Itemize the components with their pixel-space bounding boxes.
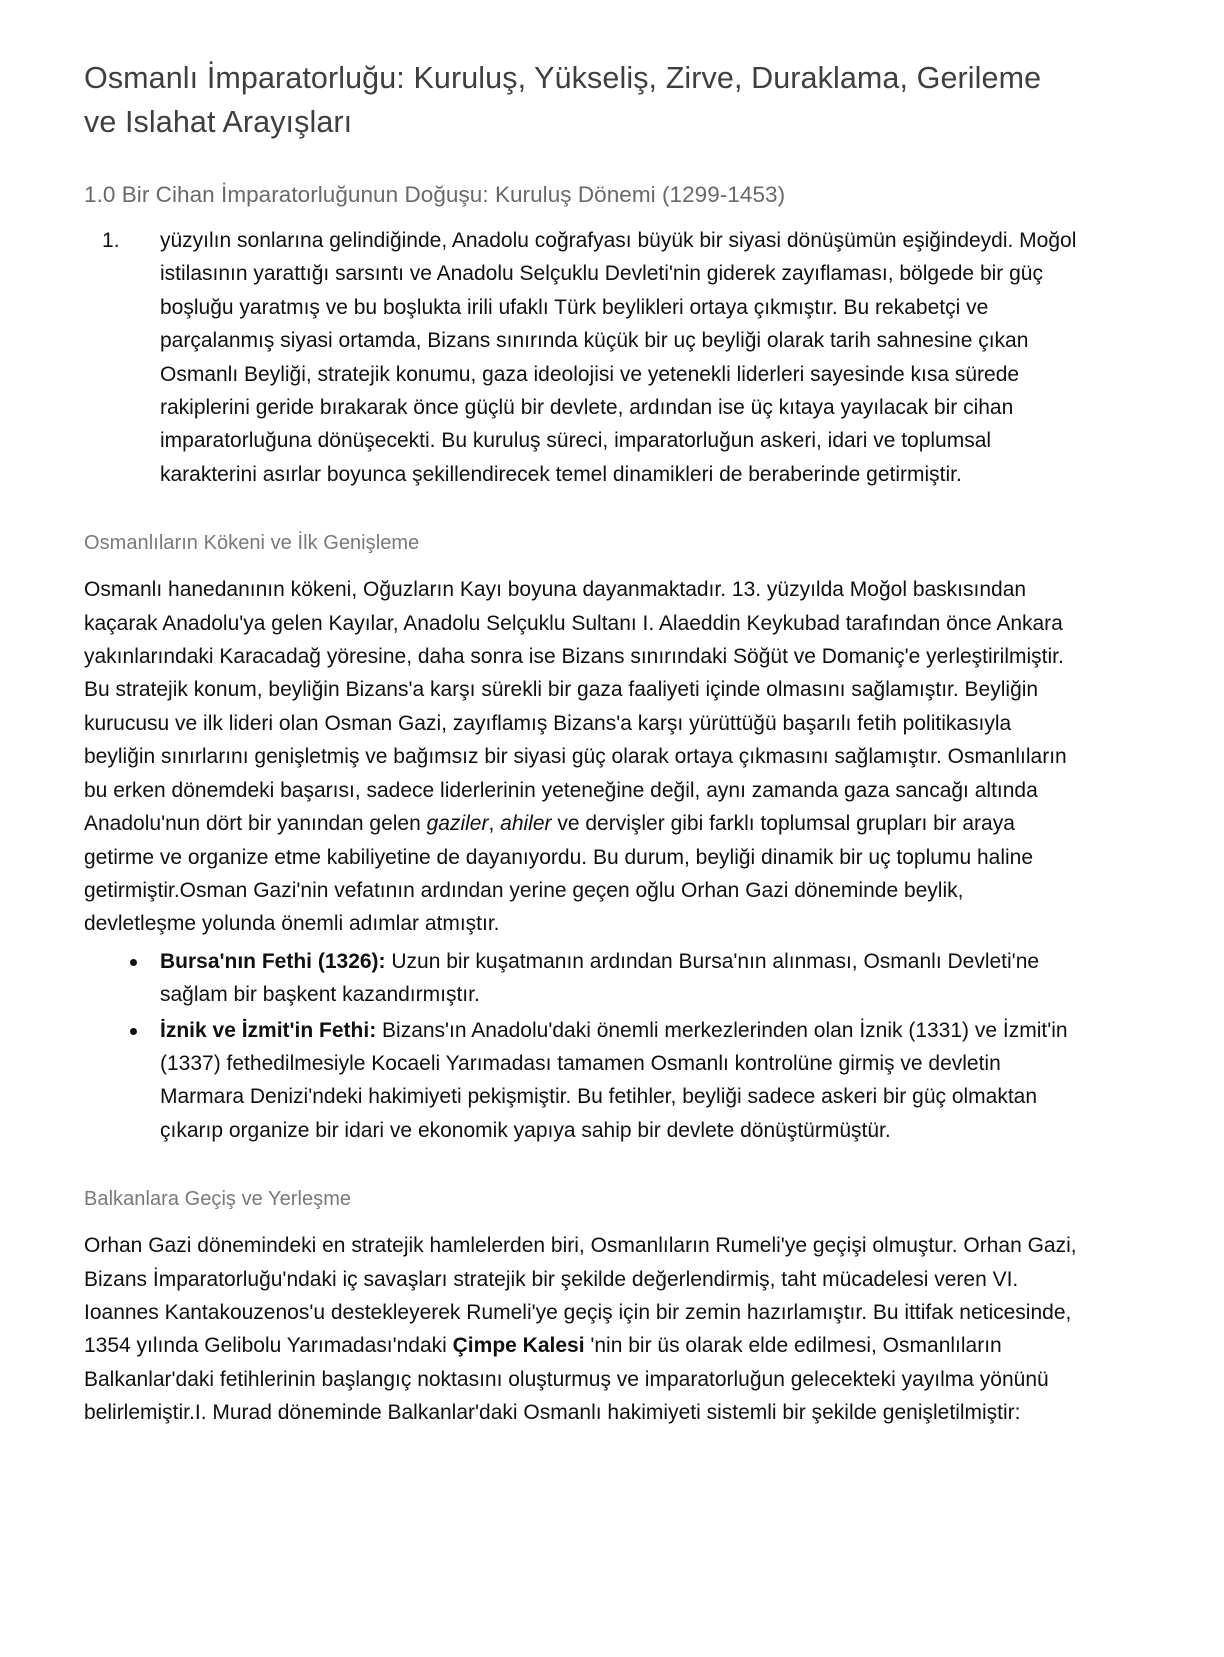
section-heading-1-0: 1.0 Bir Cihan İmparatorluğunun Doğuşu: Kuruluş Dönemi (1299-1453) (84, 182, 786, 207)
bullet-text-bursa: Uzun bir kuşatmanın ardından Bursa'nın alınması, Osmanlı Devleti'ne sağlam bir başkent kazandırmıştır. (160, 949, 1040, 1007)
subsection-heading-origins: Osmanlıların Kökeni ve İlk Genişleme (84, 532, 420, 555)
paragraph-origins-part-1: Osmanlı hanedanının kökeni, Oğuzların Kayı boyuna dayanmaktadır. 13. yüzyılda Moğol baskısından kaçarak Anadolu'ya gelen Kayılar, Anadolu Selçuklu Sultanı I. Alaeddin Keykubad tarafından önce Ankara yakınlarındaki Karacadağ yöresine, daha sonra ise Bizans sınırındaki Söğüt ve Domaniç'e yerleştirilmiştir. Bu stratejik konum, beyliğin Bizans'a karşı sürekli bir gaza faaliyeti içinde olmasını sağlamıştır. Beyliğin kurucusu ve ilk lideri olan Osman Gazi, zayıflamış Bizans'a karşı yürüttüğü başarılı fetih politikasıyla beyliğin sınırlarını genişletmiş ve bağımsız bir siyasi güç olarak ortaya çıkmasını sağlamıştır. Osmanlıların bu erken dönemdeki başarısı, sadece liderlerinin yeteneğine değil, aynı zamanda gaza sancağı altında Anadolu'nun dört bir yanından gelen (84, 578, 1067, 836)
paragraph-balkans-part-1: Orhan Gazi dönemindeki en stratejik hamlelerden biri, Osmanlıların Rumeli'ye geçişi olmuştur. Orhan Gazi, Bizans İmparatorluğu'ndaki iç savaşları stratejik bir şekilde değerlendirmiş, taht mücadelesi veren VI. Ioannes Kantakouzenos'u destekleyerek Rumeli'ye geçiş için bir zemin hazırlamıştır. Bu ittifak neticesinde, 1354 yılında Gelibolu Yarımadası'ndaki (84, 1234, 1077, 1358)
paragraph-origins-part-2: , (488, 812, 501, 836)
bullet-label-bursa: Bursa'nın Fethi (1326): (160, 949, 386, 973)
paragraph-origins-part-3: ve dervişler gibi farklı toplumsal grupları bir araya getirme ve organize etme kabiliyetine de dayanıyordu. Bu durum, beyliği dinamik bir uç toplumu haline getirmiştir.Osman Gazi'nin vefatının ardından yerine geçen oğlu Orhan Gazi döneminde beylik, devletleşme yolunda önemli adımlar atmıştır. (84, 812, 1034, 936)
bullet-label-iznik-izmit: İznik ve İzmit'in Fethi: (160, 1018, 377, 1042)
page-title: Osmanlı İmparatorluğu: Kuruluş, Yükseliş, Zirve, Duraklama, Gerileme ve Islahat Arayışları (84, 61, 1042, 139)
italic-term-ahiler: ahiler (500, 812, 552, 836)
paragraph-balkans (84, 1229, 1078, 1429)
paragraph-origins (84, 573, 1078, 940)
list-item: yüzyılın sonlarına gelindiğinde, Anadolu coğrafyası büyük bir siyasi dönüşümün eşiğindeydi. Moğol istilasının yarattığı sarsıntı ve Anadolu Selçuklu Devleti'nin giderek zayıflaması, bölgede bir güç boşluğu yaratmış ve bu boşlukta irili ufaklı Türk beylikleri ortaya çıkmıştır. Bu rekabetçi ve parçalanmış siyasi ortamda, Bizans sınırında küçük bir uç beyliği olarak tarih sahnesine çıkan Osmanlı Beyliği, stratejik konumu, gaza ideolojisi ve yetenekli liderleri sayesinde kısa sürede rakiplerini geride bırakarak önce güçlü bir devlete, ardından ise üç kıtaya yayılacak bir cihan imparatorluğuna dönüşecekti. Bu kuruluş süreci, imparatorluğun askeri, idari ve toplumsal karakterini asırlar boyunca şekillendirecek temel dinamikleri de beraberinde getirmiştir. (160, 229, 1077, 486)
subsection-heading-balkans: Balkanlara Geçiş ve Yerleşme (84, 1188, 352, 1211)
bullet-text-iznik-izmit: Bizans'ın Anadolu'daki önemli merkezlerinden olan İznik (1331) ve İzmit'in (1337) fethedilmesiyle Kocaeli Yarımadası tamamen Osmanlı kontrolüne girmiş ve devletin Marmara Denizi'ndeki hakimiyeti pekişmiştir. Bu fetihler, beyliği sadece askeri bir güç olmaktan çıkarıp organize bir idari ve ekonomik yapıya sahip bir devlete dönüştürmüştür. (160, 1018, 1068, 1142)
bold-term-cimpe-kalesi: Çimpe Kalesi (452, 1334, 585, 1358)
italic-term-gaziler: gaziler (426, 812, 489, 836)
bullet-list-conquests (84, 945, 1078, 1147)
numbered-list (84, 224, 1078, 491)
list-item (84, 1014, 1078, 1148)
list-item (84, 945, 1078, 1012)
paragraph-balkans-part-2: 'nin bir üs olarak elde edilmesi, Osmanlıların Balkanlar'daki fetihlerinin başlangıç noktasını oluşturmuş ve imparatorluğun gelecekteki yayılma yönünü belirlemiştir.I. Murad döneminde Balkanlar'daki Osmanlı hakimiyeti sistemli bir şekilde genişletilmiştir: (84, 1334, 1049, 1425)
